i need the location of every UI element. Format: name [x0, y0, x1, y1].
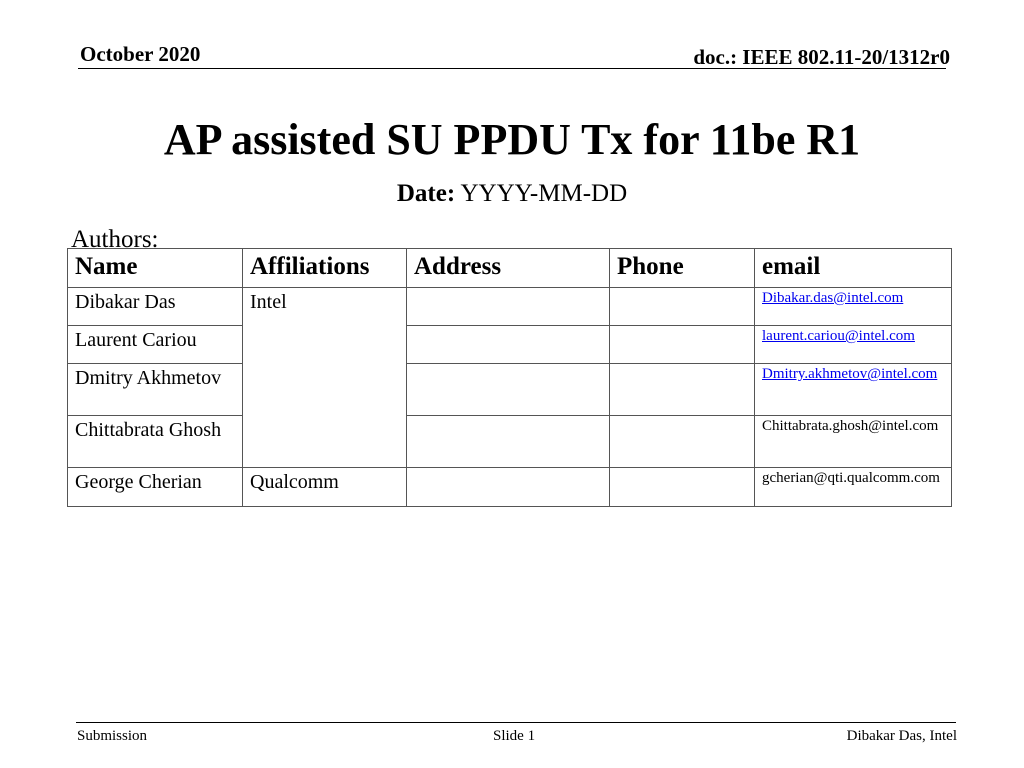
- column-header-email: email: [755, 249, 952, 288]
- date-line: [0, 180, 1024, 208]
- author-email-link[interactable]: Dibakar.das@intel.com: [762, 290, 904, 306]
- table-header-row: [68, 249, 952, 288]
- header-date: October 2020: [80, 42, 201, 66]
- author-address: [407, 364, 610, 416]
- column-header-name: Name: [68, 249, 243, 288]
- author-phone: [610, 416, 755, 468]
- author-email-cell: [755, 416, 952, 468]
- footer-slide-number: Slide 1: [493, 728, 536, 744]
- author-affiliation: Qualcomm: [243, 468, 407, 507]
- header-divider: [78, 68, 946, 69]
- author-address: [407, 468, 610, 507]
- author-phone: [610, 326, 755, 364]
- author-email-cell: [755, 288, 952, 326]
- authors-table: [67, 248, 952, 507]
- column-header-phone: Phone: [610, 249, 755, 288]
- author-name: George Cherian: [68, 468, 243, 507]
- footer-author: Dibakar Das, Intel: [846, 728, 957, 744]
- author-name: Dibakar Das: [68, 288, 243, 326]
- author-phone: [610, 288, 755, 326]
- document-id: doc.: IEEE 802.11-20/1312r0: [693, 45, 950, 69]
- table-row: [68, 288, 952, 326]
- author-phone: [610, 468, 755, 507]
- author-email-text: Chittabrata.ghosh@intel.com: [762, 418, 939, 434]
- author-address: [407, 288, 610, 326]
- author-email-cell: [755, 468, 952, 507]
- author-name: Dmitry Akhmetov: [68, 364, 243, 416]
- author-email-cell: [755, 364, 952, 416]
- author-name: Laurent Cariou: [68, 326, 243, 364]
- author-address: [407, 326, 610, 364]
- footer-submission: Submission: [77, 728, 148, 744]
- author-email-link[interactable]: Dmitry.akhmetov@intel.com: [762, 366, 938, 382]
- footer-divider: [76, 722, 956, 723]
- author-email-cell: [755, 326, 952, 364]
- author-phone: [610, 364, 755, 416]
- author-affiliation: Intel: [243, 288, 407, 468]
- author-name: Chittabrata Ghosh: [68, 416, 243, 468]
- author-email-link[interactable]: laurent.cariou@intel.com: [762, 328, 915, 344]
- slide-title: AP assisted SU PPDU Tx for 11be R1: [163, 115, 861, 164]
- author-address: [407, 416, 610, 468]
- authors-label: Authors:: [71, 226, 159, 253]
- table-row: [68, 416, 952, 468]
- table-row: [68, 326, 952, 364]
- table-row: [68, 364, 952, 416]
- author-email-text: gcherian@qti.qualcomm.com: [762, 470, 940, 486]
- date-label: Date:: [396, 180, 456, 207]
- table-row: [68, 468, 952, 507]
- column-header-affiliations: Affiliations: [243, 249, 407, 288]
- date-value: YYYY-MM-DD: [460, 180, 628, 207]
- column-header-address: Address: [407, 249, 610, 288]
